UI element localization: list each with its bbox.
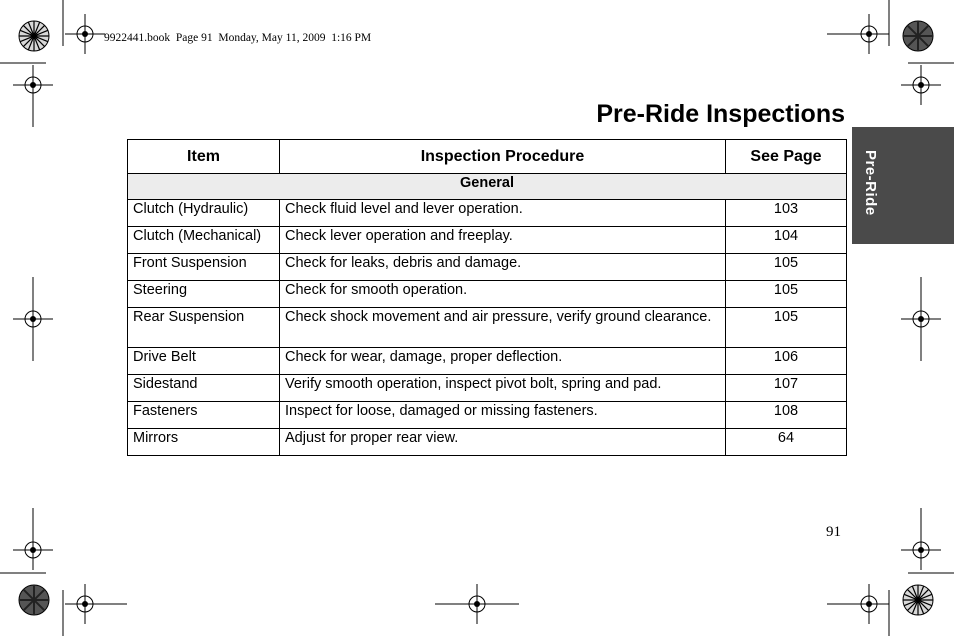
- page-title: Pre-Ride Inspections: [596, 100, 845, 128]
- table-row: [128, 429, 847, 456]
- cell-procedure: Adjust for proper rear view.: [280, 429, 726, 456]
- cell-item: Clutch (Mechanical): [128, 227, 280, 254]
- section-label: General: [128, 174, 847, 200]
- cell-procedure: Check fluid level and lever operation.: [280, 200, 726, 227]
- table-header-row: [128, 140, 847, 174]
- column-header-procedure: Inspection Procedure: [280, 140, 726, 174]
- cell-page: 108: [726, 402, 847, 429]
- cell-page: 103: [726, 200, 847, 227]
- side-tab-label: Pre-Ride: [862, 150, 879, 216]
- cell-procedure: Check for smooth operation.: [280, 281, 726, 308]
- cell-page: 107: [726, 375, 847, 402]
- table-row: [128, 308, 847, 348]
- cell-item: Rear Suspension: [128, 308, 280, 348]
- cell-page: 106: [726, 348, 847, 375]
- table-row: [128, 254, 847, 281]
- table-row: [128, 402, 847, 429]
- table-row: [128, 375, 847, 402]
- cell-item: Front Suspension: [128, 254, 280, 281]
- cell-item: Clutch (Hydraulic): [128, 200, 280, 227]
- cell-procedure: Check for leaks, debris and damage.: [280, 254, 726, 281]
- cell-page: 105: [726, 308, 847, 348]
- page-number: 91: [826, 524, 841, 540]
- cell-procedure: Check for wear, damage, proper deflection.: [280, 348, 726, 375]
- table-row: [128, 281, 847, 308]
- cell-procedure: Inspect for loose, damaged or missing fasteners.: [280, 402, 726, 429]
- cell-item: Steering: [128, 281, 280, 308]
- cell-item: Drive Belt: [128, 348, 280, 375]
- file-header: 9922441.book Page 91 Monday, May 11, 2009 1:16 PM: [104, 32, 372, 44]
- column-header-see-page: See Page: [726, 140, 847, 174]
- cell-item: Fasteners: [128, 402, 280, 429]
- section-row: [128, 174, 847, 200]
- table-row: [128, 227, 847, 254]
- cell-procedure: Check shock movement and air pressure, verify ground clearance.: [280, 308, 726, 348]
- table-row: [128, 348, 847, 375]
- cell-item: Sidestand: [128, 375, 280, 402]
- cell-page: 64: [726, 429, 847, 456]
- cell-page: 105: [726, 281, 847, 308]
- table-row: [128, 200, 847, 227]
- cell-procedure: Check lever operation and freeplay.: [280, 227, 726, 254]
- column-header-item: Item: [128, 140, 280, 174]
- cell-page: 104: [726, 227, 847, 254]
- cell-procedure: Verify smooth operation, inspect pivot bolt, spring and pad.: [280, 375, 726, 402]
- cell-item: Mirrors: [128, 429, 280, 456]
- inspection-table: [127, 139, 847, 456]
- cell-page: 105: [726, 254, 847, 281]
